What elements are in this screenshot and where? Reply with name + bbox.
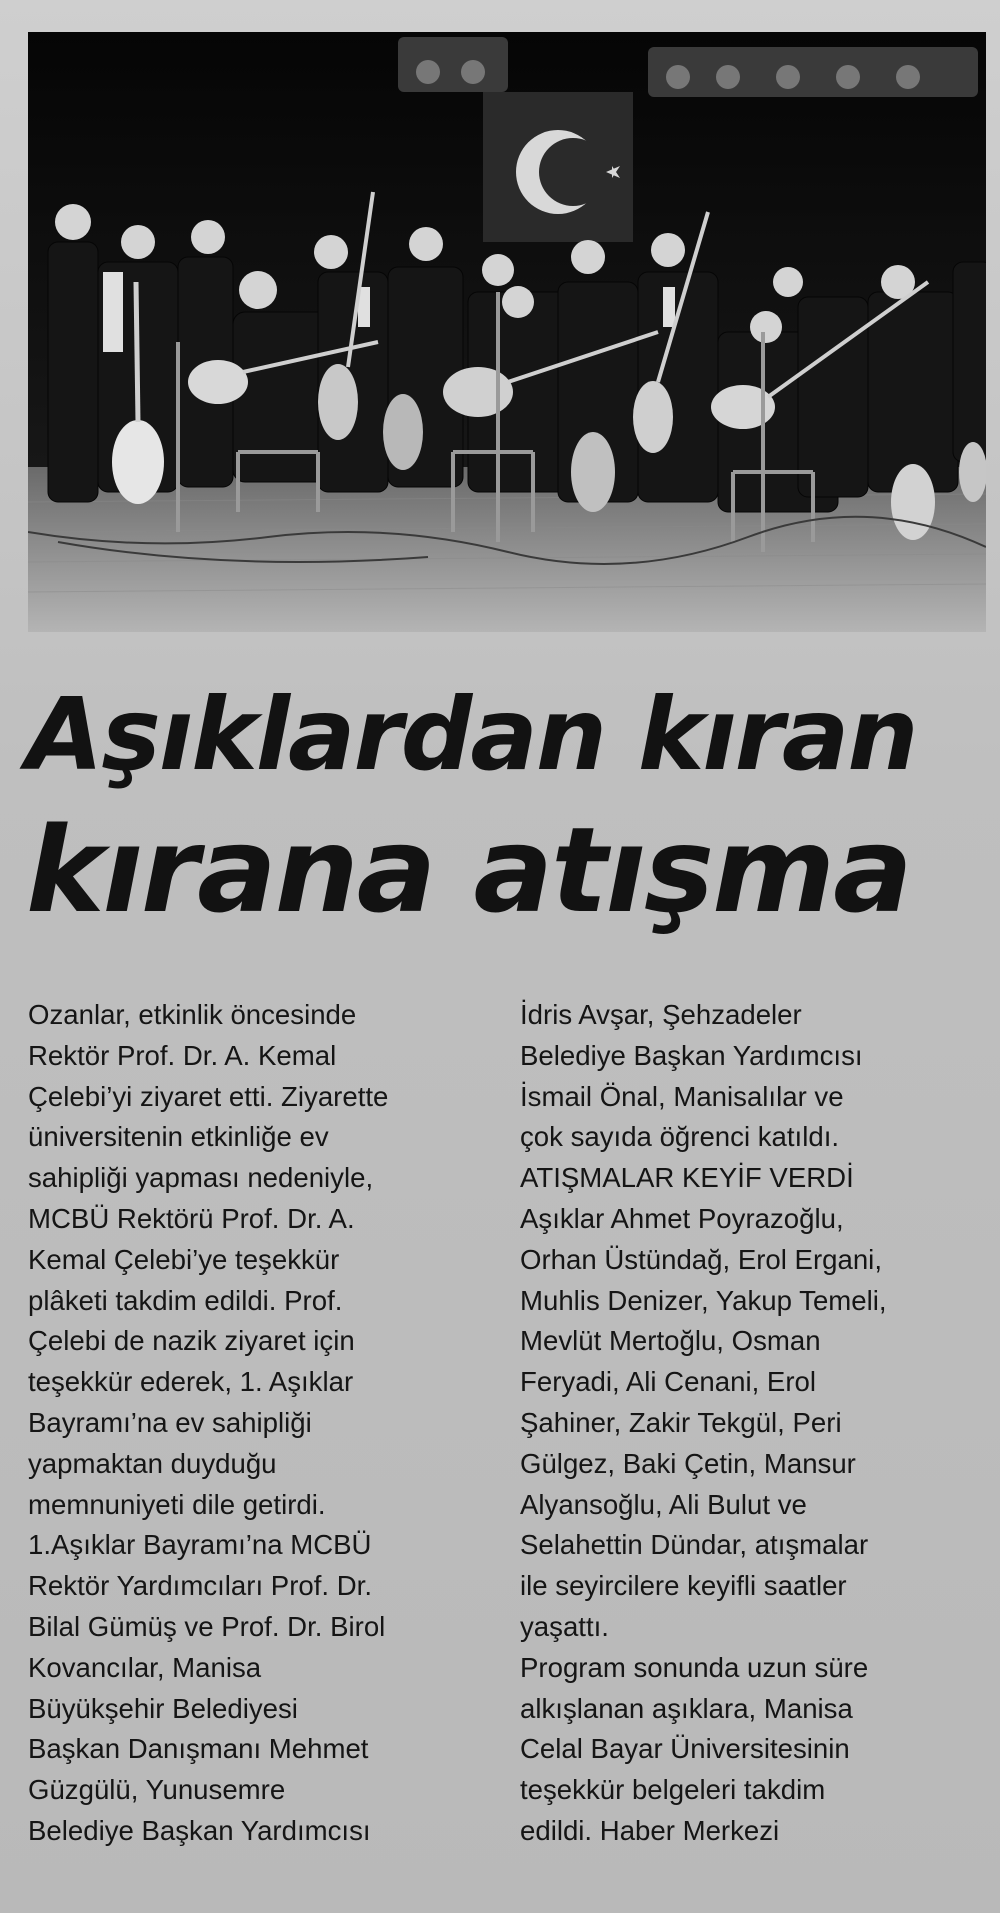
body-line: Çelebi’yi ziyaret etti. Ziyarette <box>28 1080 389 1112</box>
body-line: yaşattı. <box>520 1610 609 1642</box>
body-line: ile seyircilere keyifli saatler <box>520 1570 847 1602</box>
body-line: memnuniyeti dile getirdi. <box>28 1488 326 1520</box>
body-line: Gülgez, Baki Çetin, Mansur <box>520 1447 856 1479</box>
body-line: yapmaktan duyduğu <box>28 1447 277 1479</box>
body-line: Başkan Danışmanı Mehmet <box>28 1733 369 1765</box>
body-line: Kemal Çelebi’ye teşekkür <box>28 1243 340 1275</box>
body-line: Muhlis Denizer, Yakup Temeli, <box>520 1284 887 1316</box>
body-line: İsmail Önal, Manisalılar ve <box>520 1080 844 1112</box>
body-line: Mevlüt Mertoğlu, Osman <box>520 1325 821 1357</box>
article-body-right-column <box>520 995 995 1852</box>
body-line: MCBÜ Rektörü Prof. Dr. A. <box>28 1202 355 1234</box>
body-line: Bayramı’na ev sahipliği <box>28 1406 312 1438</box>
body-line: Büyükşehir Belediyesi <box>28 1692 298 1724</box>
body-line: Celal Bayar Üniversitesinin <box>520 1733 850 1765</box>
body-line: çok sayıda öğrenci katıldı. <box>520 1121 840 1153</box>
turkish-flag <box>483 92 633 242</box>
body-line: Şahiner, Zakir Tekgül, Peri <box>520 1406 842 1438</box>
musicians-stage-photo <box>28 32 986 632</box>
body-line: İdris Avşar, Şehzadeler <box>520 999 802 1030</box>
body-line: Rektör Prof. Dr. A. Kemal <box>28 1039 337 1071</box>
body-line: plâketi takdim edildi. Prof. <box>28 1284 343 1316</box>
body-line: Belediye Başkan Yardımcısı <box>520 1039 863 1071</box>
body-line: Program sonunda uzun süre <box>520 1651 869 1683</box>
body-line: Bilal Gümüş ve Prof. Dr. Birol <box>28 1610 386 1642</box>
body-line: Orhan Üstündağ, Erol Ergani, <box>520 1243 882 1275</box>
body-line: Alyansoğlu, Ali Bulut ve <box>520 1488 807 1520</box>
body-line: Ozanlar, etkinlik öncesinde <box>28 999 357 1030</box>
body-line: Aşıklar Ahmet Poyrazoğlu, <box>520 1202 844 1234</box>
body-line: Kovancılar, Manisa <box>28 1651 262 1683</box>
body-line: teşekkür ederek, 1. Aşıklar <box>28 1366 354 1398</box>
body-line: Belediye Başkan Yardımcısı <box>28 1814 371 1846</box>
body-line: 1.Aşıklar Bayramı’na MCBÜ <box>28 1529 372 1561</box>
body-line: teşekkür belgeleri takdim <box>520 1774 826 1806</box>
body-line: Rektör Yardımcıları Prof. Dr. <box>28 1570 372 1602</box>
headline-line-1: Aşıklardan kıran <box>26 676 917 793</box>
body-line: alkışlanan aşıklara, Manisa <box>520 1692 853 1724</box>
body-line: Çelebi de nazik ziyaret için <box>28 1325 355 1357</box>
body-line: sahipliği yapması nedeniyle, <box>28 1162 374 1194</box>
body-line: Feryadi, Ali Cenani, Erol <box>520 1366 816 1398</box>
subheading: ATIŞMALAR KEYİF VERDİ <box>520 1162 854 1194</box>
article-photo <box>28 32 986 632</box>
body-line: edildi. Haber Merkezi <box>520 1814 780 1846</box>
body-line: Güzgülü, Yunusemre <box>28 1774 286 1806</box>
body-line: üniversitenin etkinliğe ev <box>28 1121 329 1153</box>
headline-line-2: kırana atışma <box>26 801 911 939</box>
article-body-left-column <box>28 995 518 1852</box>
body-line: Selahettin Dündar, atışmalar <box>520 1529 869 1561</box>
